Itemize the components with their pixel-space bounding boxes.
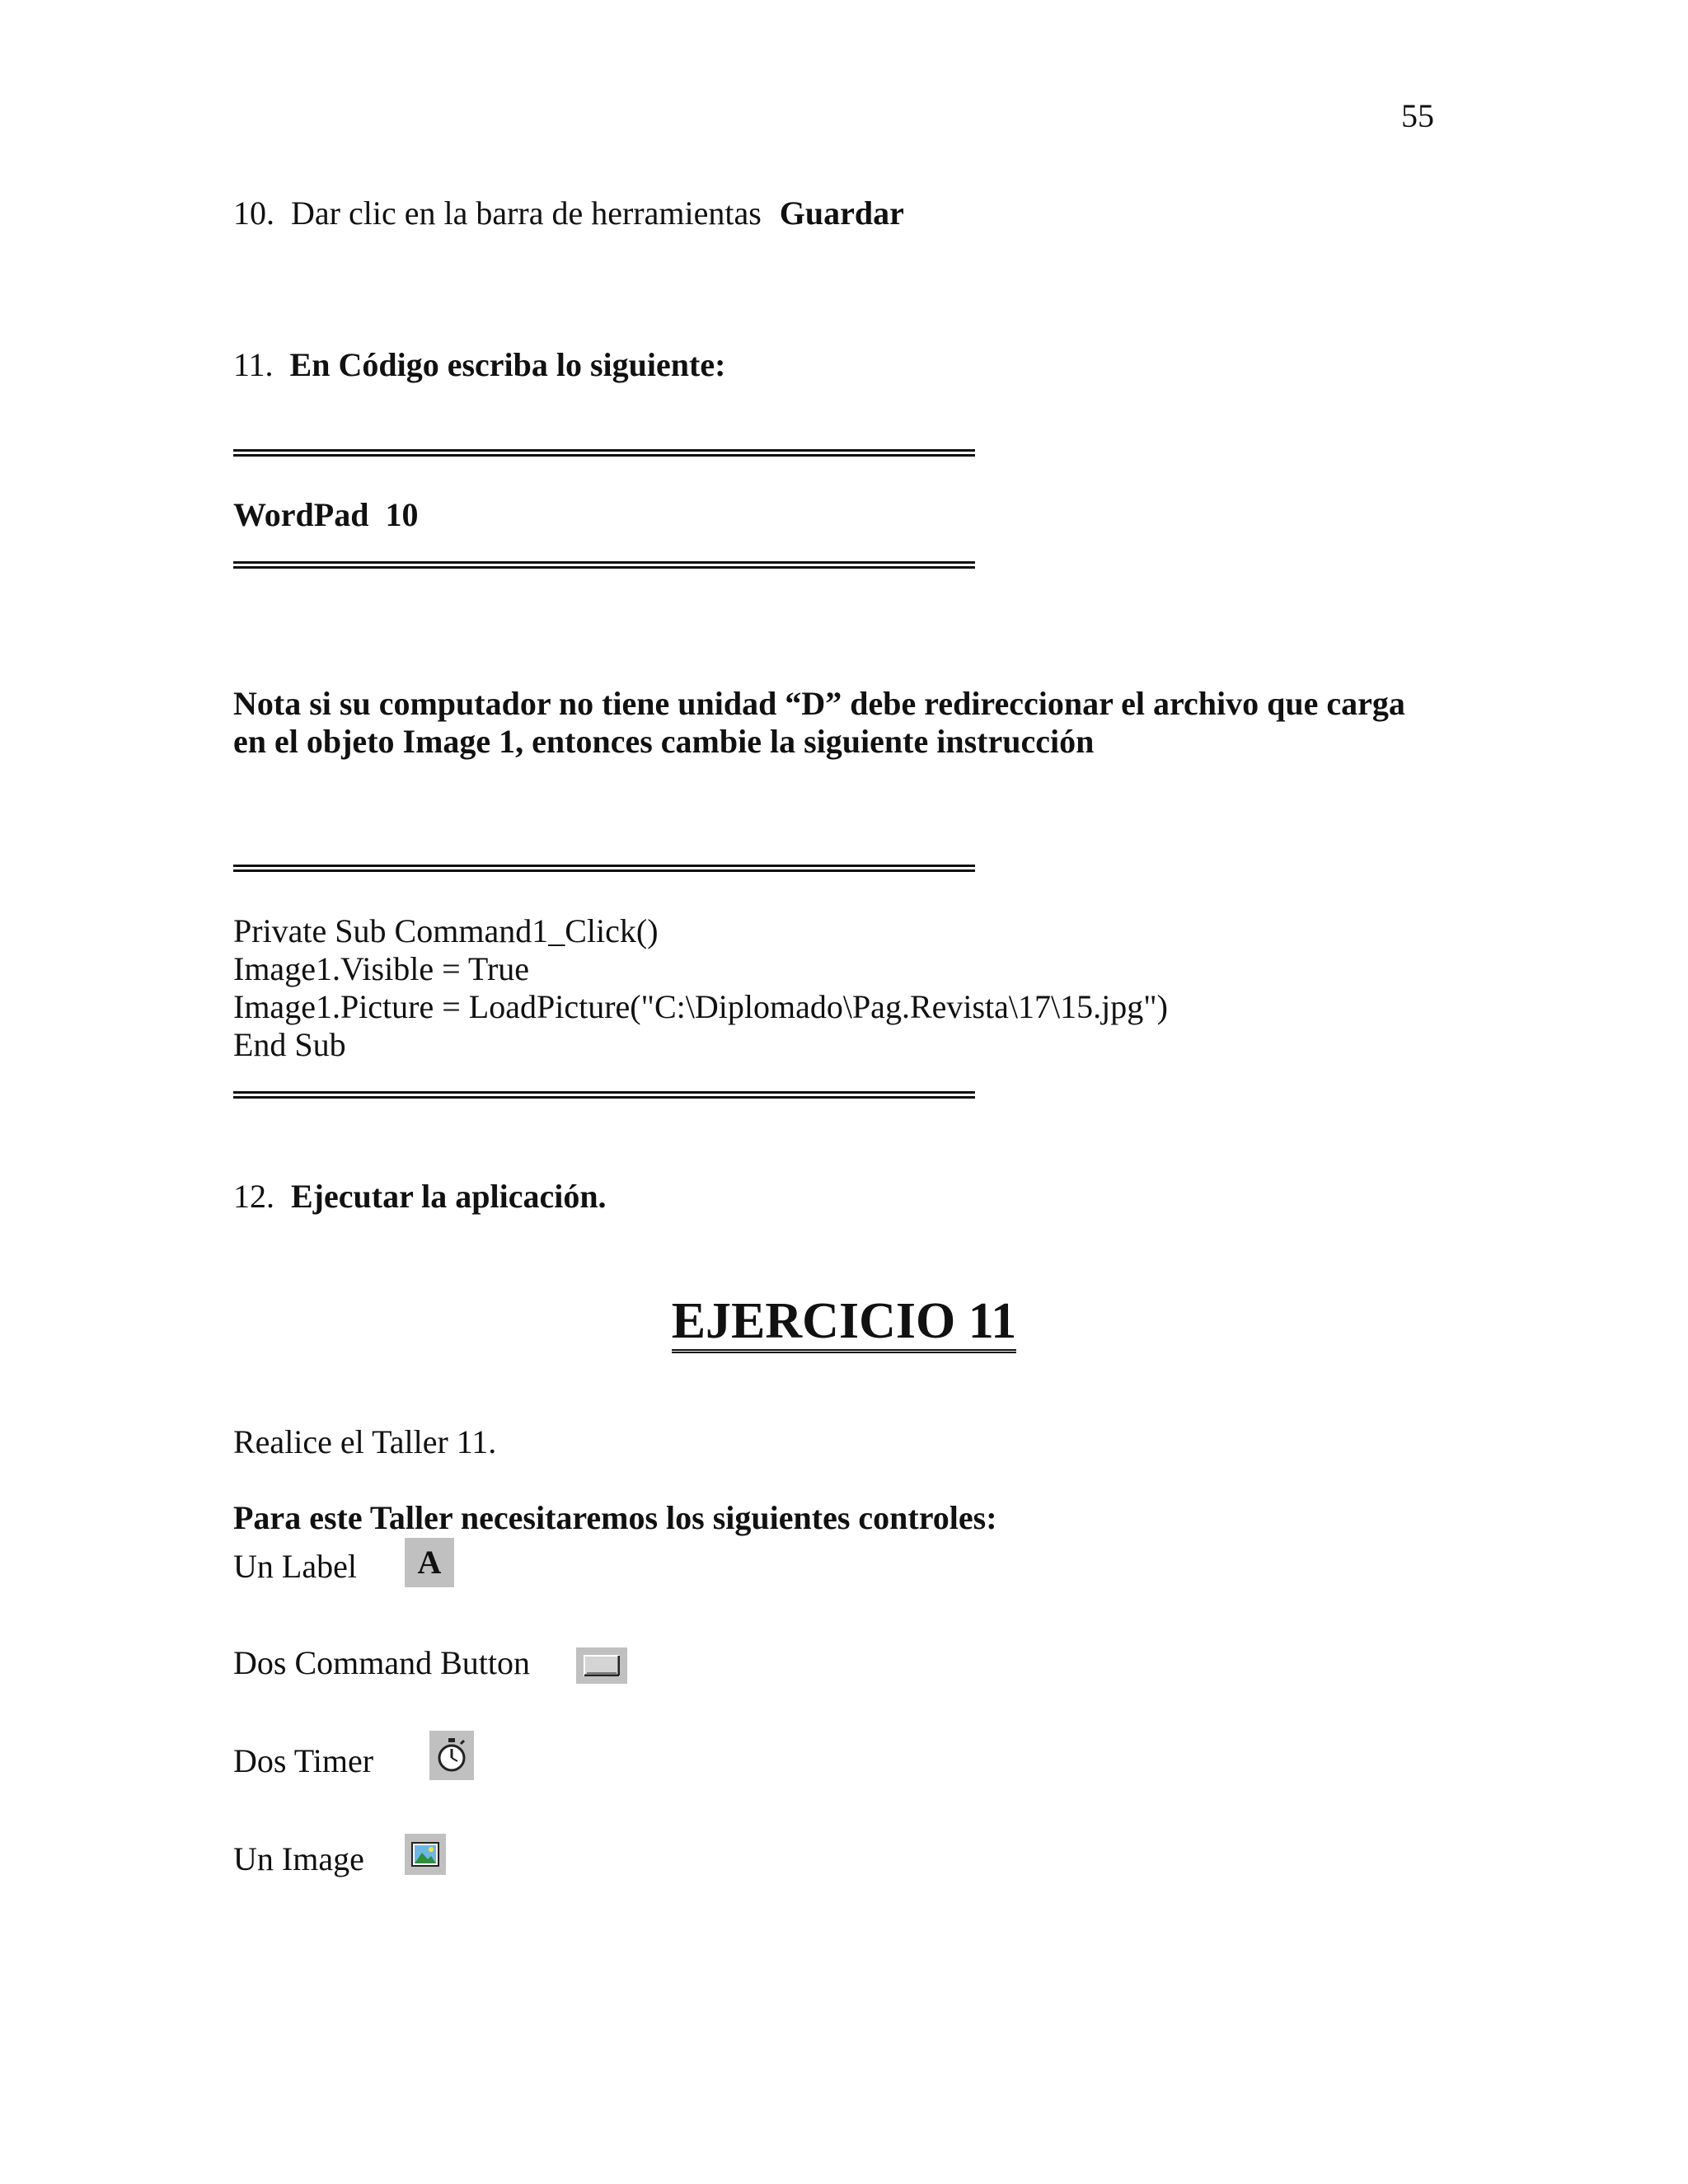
- step-10-number: 10.: [233, 194, 274, 232]
- controls-heading: Para este Taller necesitaremos los siguientes controles:: [233, 1499, 997, 1536]
- control-timer-text: Dos Timer: [233, 1742, 374, 1779]
- control-label-text: Un Label: [233, 1548, 357, 1585]
- divider-rule-3: [233, 865, 975, 872]
- control-command-button-text: Dos Command Button: [233, 1644, 531, 1681]
- command-button-icon: [576, 1647, 627, 1684]
- step-10: [233, 194, 904, 232]
- label-icon: A: [405, 1538, 454, 1587]
- code-block: [233, 912, 1168, 1064]
- code-line-4: End Sub: [233, 1026, 346, 1063]
- section-title: EJERCICIO 11: [0, 1292, 1688, 1353]
- step-12-number: 12.: [233, 1178, 274, 1215]
- step-12-text: Ejecutar la aplicación.: [291, 1178, 607, 1215]
- step-11-text: En Código escriba lo siguiente:: [289, 346, 726, 383]
- code-line-2: Image1.Visible = True: [233, 950, 530, 987]
- step-11: [233, 346, 726, 383]
- step-12: [233, 1180, 607, 1213]
- wordpad-label: WordPad 10: [233, 496, 419, 533]
- step-10-text: Dar clic en la barra de herramientas: [291, 194, 762, 232]
- step-11-number: 11.: [233, 346, 274, 383]
- divider-rule-1: [233, 449, 975, 457]
- timer-icon: [429, 1731, 474, 1780]
- code-line-3: Image1.Picture = LoadPicture("C:\Diplomado\Pag.Revista\17\15.jpg"): [233, 988, 1168, 1025]
- nota-line-1: Nota si su computador no tiene unidad “D” debe redireccionar el archivo que carga: [233, 685, 1405, 722]
- image-icon: [405, 1834, 446, 1875]
- step-10-bold: Guardar: [779, 194, 904, 232]
- control-image-text: Un Image: [233, 1840, 364, 1877]
- divider-rule-2: [233, 561, 975, 569]
- code-line-1: Private Sub Command1_Click(): [233, 912, 659, 949]
- divider-rule-4: [233, 1091, 975, 1099]
- nota-line-2: en el objeto Image 1, entonces cambie la siguiente instrucción: [233, 723, 1095, 760]
- realice-text: Realice el Taller 11.: [233, 1423, 497, 1460]
- page-number: 55: [1401, 97, 1434, 134]
